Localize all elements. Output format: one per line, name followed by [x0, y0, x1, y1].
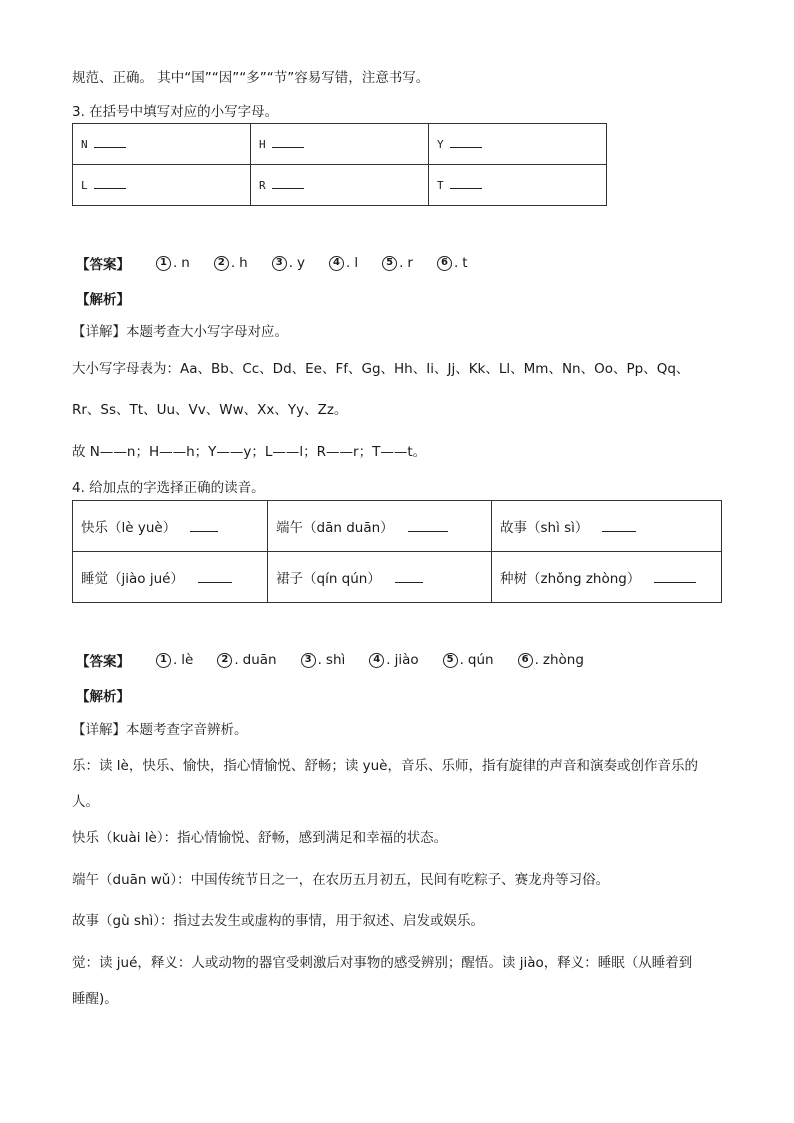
answer-item: 5 . r [382, 255, 413, 271]
q4-paragraph-jue-2: 睡醒)。 [72, 991, 118, 1007]
table-row [73, 552, 722, 603]
q3-analysis-label: 【解析】 [76, 292, 130, 308]
q3-answer-line [76, 253, 492, 273]
table-row [73, 501, 722, 552]
q4-paragraph-kuaile: 快乐（kuài lè）：指心情愉悦、舒畅，感到满足和幸福的状态。 [72, 830, 448, 846]
answer-label: 【答案】 [76, 257, 130, 273]
table-cell: 故事（shì sì） [492, 501, 722, 552]
q4-detail: 【详解】本题考查字音辨析。 [72, 722, 248, 738]
table-cell: L [73, 165, 251, 206]
q3-alphabet-line-1: 大小写字母表为：Aa、Bb、Cc、Dd、Ee、Ff、Gg、Hh、Ii、Jj、Kk、Ll、Mm、Nn、Oo、Pp、Qq、 [72, 361, 690, 377]
table-cell: 种树（zhǒng zhòng） [492, 552, 722, 603]
answer-item: 6 . t [437, 255, 468, 271]
answer-label: 【答案】 [76, 654, 130, 670]
q3-alphabet-line-2: Rr、Ss、Tt、Uu、Vv、Ww、Xx、Yy、Zz。 [72, 402, 348, 418]
table-cell: N [73, 124, 251, 165]
table-cell: 快乐（lè yuè） [73, 501, 268, 552]
table-row [73, 165, 607, 206]
answer-item: 1 . n [156, 255, 190, 271]
q4-title: 4. 给加点的字选择正确的读音。 [72, 480, 265, 496]
answer-item: 2 . h [214, 255, 248, 271]
q4-paragraph-jue-1: 觉：读 jué，释义：人或动物的器官受刺激后对事物的感受辨别；醒悟。读 jiào，释义：睡眠（从睡着到 [72, 955, 693, 971]
intro-line: 规范、正确。 其中“国”“因”“多”“节”容易写错，注意书写。 [72, 70, 430, 86]
answer-item: 6 . zhòng [518, 652, 584, 668]
table-cell: 睡觉（jiào jué） [73, 552, 268, 603]
q4-paragraph-le-2: 人。 [72, 794, 99, 810]
table-row [73, 124, 607, 165]
answer-item: 4 . l [329, 255, 358, 271]
table-cell: H [251, 124, 429, 165]
answer-item: 2 . duān [217, 652, 276, 668]
answer-item: 5 . qún [443, 652, 494, 668]
q3-title: 3. 在括号中填写对应的小写字母。 [72, 104, 279, 120]
table-cell: T [429, 165, 607, 206]
q3-conclusion: 故 N——n；H——h；Y——y；L——l；R——r；T——t。 [72, 444, 427, 460]
q4-analysis-label: 【解析】 [76, 689, 130, 705]
q4-paragraph-le-1: 乐：读 lè，快乐、愉快，指心情愉悦、舒畅；读 yuè，音乐、乐师，指有旋律的声音和演奏或创作音乐的 [72, 758, 698, 774]
answer-item: 3 . shì [301, 652, 346, 668]
answer-item: 3 . y [272, 255, 305, 271]
q4-answer-line [76, 650, 608, 670]
answer-item: 4 . jiào [369, 652, 418, 668]
q4-paragraph-gushi: 故事（gù shì）：指过去发生或虚构的事情，用于叙述、启发或娱乐。 [72, 913, 485, 929]
table-cell: 裙子（qín qún） [268, 552, 492, 603]
answer-item: 1 . lè [156, 652, 193, 668]
q4-paragraph-duanwu: 端午（duān wǔ）：中国传统节日之一，在农历五月初五，民间有吃粽子、赛龙舟等习俗。 [72, 872, 610, 888]
q3-detail: 【详解】本题考查大小写字母对应。 [72, 324, 288, 340]
table-cell: 端午（dān duān） [268, 501, 492, 552]
table-cell: Y [429, 124, 607, 165]
table-cell: R [251, 165, 429, 206]
q3-letter-table [72, 123, 607, 206]
q4-pinyin-table [72, 500, 722, 603]
